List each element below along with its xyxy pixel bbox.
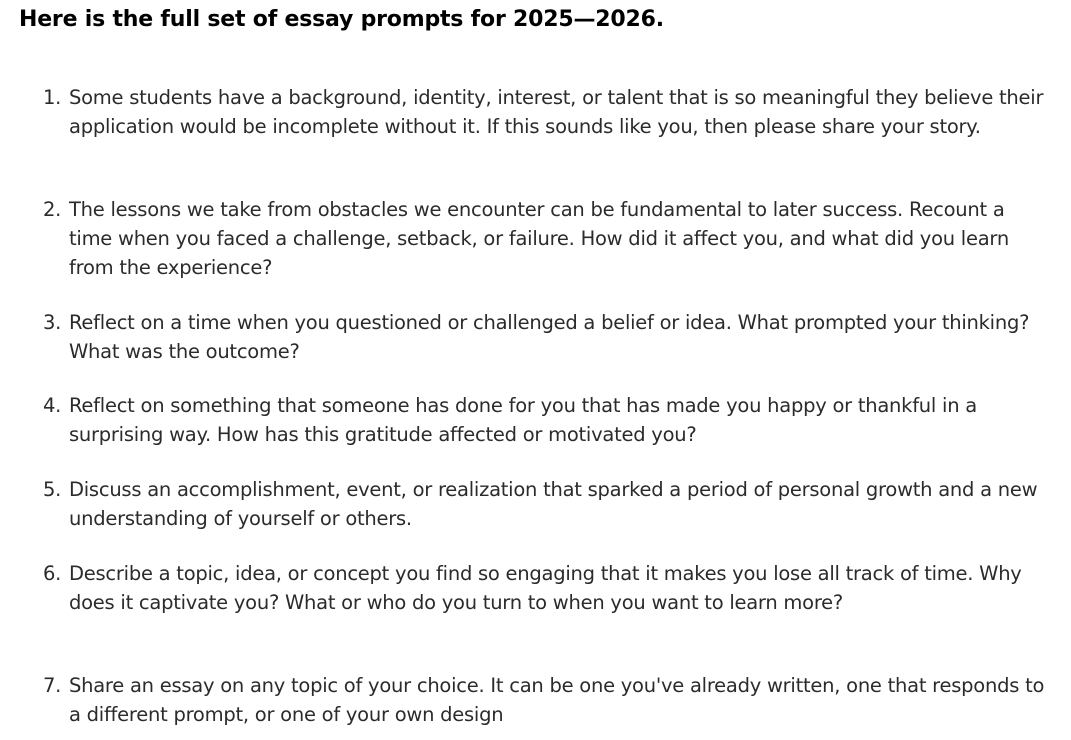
prompt-text: Reflect on a time when you questioned or challenged a belief or idea. What prompted your thinking? What was the outcome? xyxy=(69,311,1030,363)
prompt-item-7 xyxy=(43,671,1053,729)
prompt-text: Some students have a background, identity, interest, or talent that is so meaningful they believe their application would be incomplete without it. If this sounds like you, then please share your story. xyxy=(69,86,1044,138)
prompt-number: 2. xyxy=(43,198,62,221)
prompt-number: 6. xyxy=(43,562,62,585)
prompt-text: Describe a topic, idea, or concept you find so engaging that it makes you lose all track of time. Why does it captivate you? What or who do you turn to when you want to learn more? xyxy=(69,562,1022,614)
prompt-text: Share an essay on any topic of your choice. It can be one you've already written, one that responds to a different prompt, or one of your own design xyxy=(69,674,1045,726)
prompt-item-6 xyxy=(43,559,1053,617)
prompt-number: 4. xyxy=(43,394,62,417)
prompt-number: 3. xyxy=(43,311,62,334)
prompt-number: 1. xyxy=(43,86,62,109)
prompt-text: Reflect on something that someone has done for you that has made you happy or thankful in a surprising way. How has this gratitude affected or motivated you? xyxy=(69,394,977,446)
prompt-text: Discuss an accomplishment, event, or realization that sparked a period of personal growth and a new understanding of yourself or others. xyxy=(69,478,1038,530)
prompt-item-4 xyxy=(43,391,1053,449)
prompt-number: 7. xyxy=(43,674,62,697)
prompt-item-1 xyxy=(43,83,1053,141)
prompt-item-5 xyxy=(43,475,1053,533)
prompt-item-2 xyxy=(43,195,1053,282)
page-heading: Here is the full set of essay prompts for 2025—2026. xyxy=(19,7,664,32)
prompt-text: The lessons we take from obstacles we encounter can be fundamental to later success. Recount a time when you faced a challenge, setback, or failure. How did it affect you, and what did you learn from the experience? xyxy=(69,198,1009,279)
prompt-item-3 xyxy=(43,308,1053,366)
prompt-number: 5. xyxy=(43,478,62,501)
